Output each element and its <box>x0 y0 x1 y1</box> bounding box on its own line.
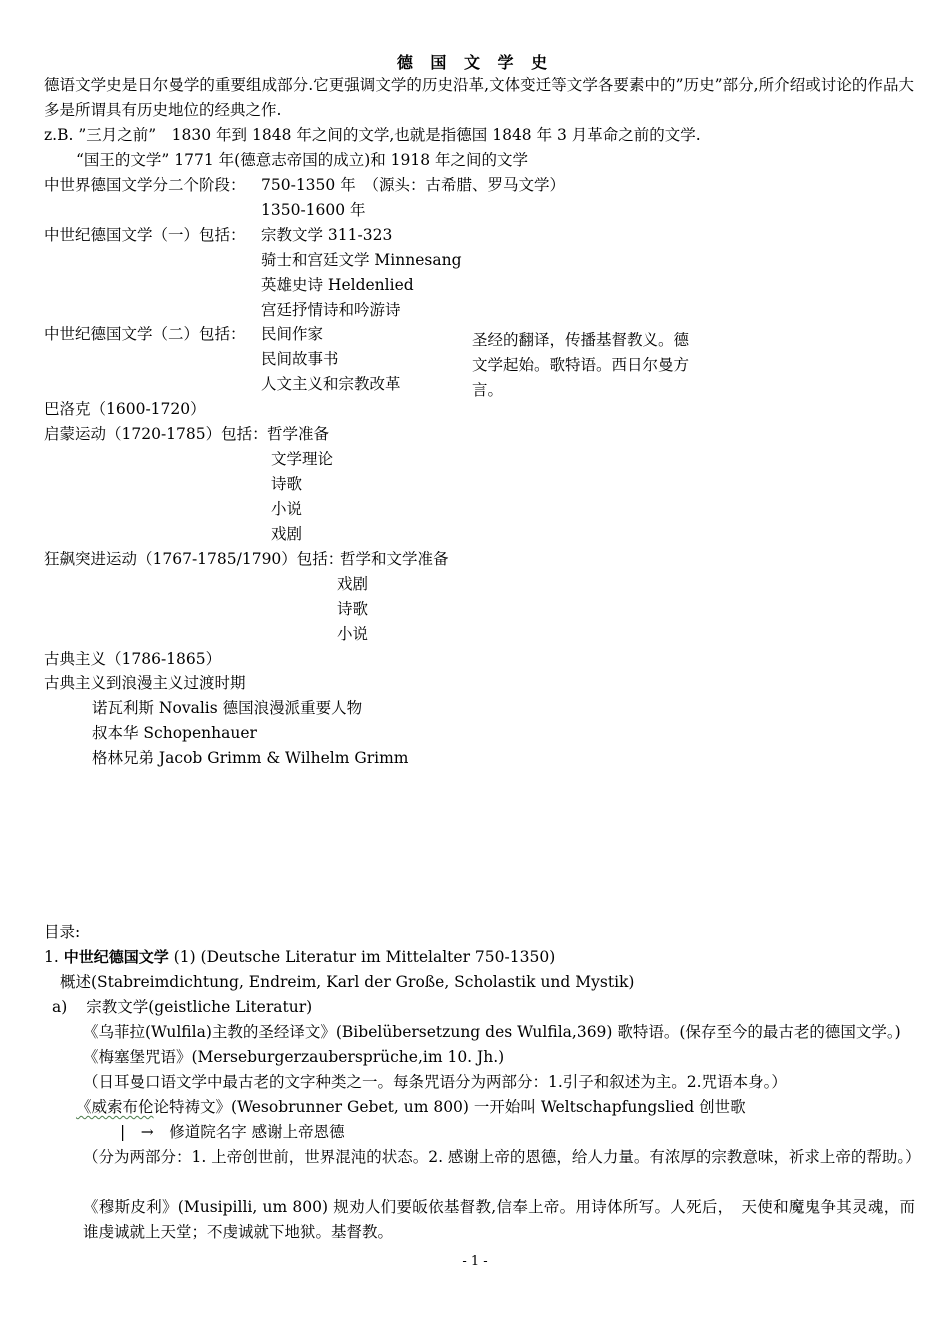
medieval-label: 中世界德国文学分二个阶段： <box>44 176 246 194</box>
medieval-stage-1: 750-1350 年 （源头：古希腊、罗马文学） <box>261 176 565 194</box>
wesso-rest: 特祷文》(Wesobrunner Gebet, um 800) 一开始叫 Weltschapfungslied 创世歌 <box>169 1098 746 1116</box>
classicism-line: 古典主义（1786-1865） <box>44 650 222 668</box>
toc-section-1 <box>44 945 555 970</box>
side-note: 圣经的翻译，传播基督教义。德文学起始。歌特语。西日尔曼方言。 <box>472 331 690 399</box>
muspilli-paragraph: 《穆斯皮利》(Musipilli, um 800) 规劝人们要皈依基督教,信奉上帝。用诗体所写。人死后， 天使和魔鬼争其灵魂，而谁虔诚就上天堂；不虔诚就下地狱。基督教。 <box>83 1198 915 1241</box>
sturm-label: 狂飙突进运动（1767-1785/1790）包括： <box>44 550 344 568</box>
king-line: “国王的文学” 1771 年(德意志帝国的成立)和 1918 年之间的文学 <box>76 151 529 169</box>
wesso-line <box>76 1095 746 1120</box>
subsection-a <box>52 995 312 1020</box>
subsection-title: 宗教文学(geistliche Literatur) <box>86 998 313 1016</box>
person-line: 叔本华 Schopenhauer <box>92 724 257 742</box>
medieval-stage-2: 1350-1600 年 <box>261 201 366 219</box>
enlightenment-label: 启蒙运动（1720-1785）包括： <box>44 425 268 443</box>
enlightenment-item: 小说 <box>271 500 303 518</box>
intro-paragraph: 德语文学史是日尔曼学的重要组成部分.它更强调文学的历史沿革,文体变迁等文学各要素中的”历史”部分,所介绍或讨论的作品大多是所谓具有历史地位的经典之作. <box>44 76 914 119</box>
person-line: 诺瓦利斯 Novalis 德国浪漫派重要人物 <box>92 699 363 717</box>
page-number: - 1 - <box>462 1254 488 1269</box>
medieval1-item: 宫廷抒情诗和吟游诗 <box>261 301 401 319</box>
medieval2-item: 民间作家 <box>261 325 324 343</box>
section-subtitle: (1) (Deutsche Literatur im Mittelalter 750-1350) <box>168 948 556 966</box>
sturm-item: 戏剧 <box>337 575 369 593</box>
sturm-item: 哲学和文学准备 <box>340 550 449 568</box>
transition-line: 古典主义到浪漫主义过渡时期 <box>44 674 246 692</box>
wesso-title: 《威索布伦 <box>76 1098 154 1116</box>
wesso-arrow-line: | → 修道院名字 感谢上帝恩德 <box>120 1123 345 1141</box>
enlightenment-item: 哲学准备 <box>267 425 330 443</box>
medieval1-label: 中世纪德国文学（一）包括： <box>44 226 246 244</box>
enlightenment-item: 诗歌 <box>271 475 303 493</box>
sturm-item: 诗歌 <box>337 600 369 618</box>
medieval2-label: 中世纪德国文学（二）包括： <box>44 325 246 343</box>
medieval2-item: 民间故事书 <box>261 350 339 368</box>
merseburg-note: （日耳曼口语文学中最古老的文字种类之一。每条咒语分为两部分：1.引子和叙述为主。2.咒语本身。） <box>83 1073 787 1091</box>
page-title: 德 国 文 学 史 <box>396 53 554 72</box>
wulfila-line: 《乌菲拉(Wulfila)主教的圣经译文》(Bibelübersetzung des Wulfila,369) 歌特语。(保存至今的最古老的德国文学。) <box>83 1023 901 1041</box>
section-number: 1. <box>44 948 59 966</box>
subsection-label: a) <box>52 998 68 1016</box>
toc-label: 目录: <box>44 923 81 941</box>
overview-line: 概述(Stabreimdichtung, Endreim, Karl der Große, Scholastik und Mystik) <box>60 973 635 991</box>
enlightenment-item: 戏剧 <box>271 525 303 543</box>
merseburg-line: 《梅塞堡咒语》(Merseburgerzaubersprüche,im 10. Jh.) <box>83 1048 505 1066</box>
wesso-title-end: 论 <box>153 1098 170 1116</box>
medieval1-item: 骑士和宫廷文学 Minnesang <box>261 251 462 269</box>
section-title: 中世纪德国文学 <box>63 948 169 966</box>
zb-line: z.B. ”三月之前” 1830 年到 1848 年之间的文学,也就是指德国 1848 年 3 月革命之前的文学. <box>44 126 701 144</box>
medieval1-item: 英雄史诗 Heldenlied <box>261 276 414 294</box>
wesso-note: （分为两部分：1. 上帝创世前，世界混沌的状态。2. 感谢上帝的恩德，给人力量。有浓厚的宗教意味，祈求上帝的帮助。） <box>83 1148 921 1166</box>
medieval1-item: 宗教文学 311-323 <box>261 226 393 244</box>
medieval2-item: 人文主义和宗教改革 <box>261 375 401 393</box>
baroque-line: 巴洛克（1600-1720） <box>44 400 206 418</box>
person-line: 格林兄弟 Jacob Grimm & Wilhelm Grimm <box>92 749 409 767</box>
enlightenment-item: 文学理论 <box>271 450 334 468</box>
sturm-item: 小说 <box>337 625 369 643</box>
